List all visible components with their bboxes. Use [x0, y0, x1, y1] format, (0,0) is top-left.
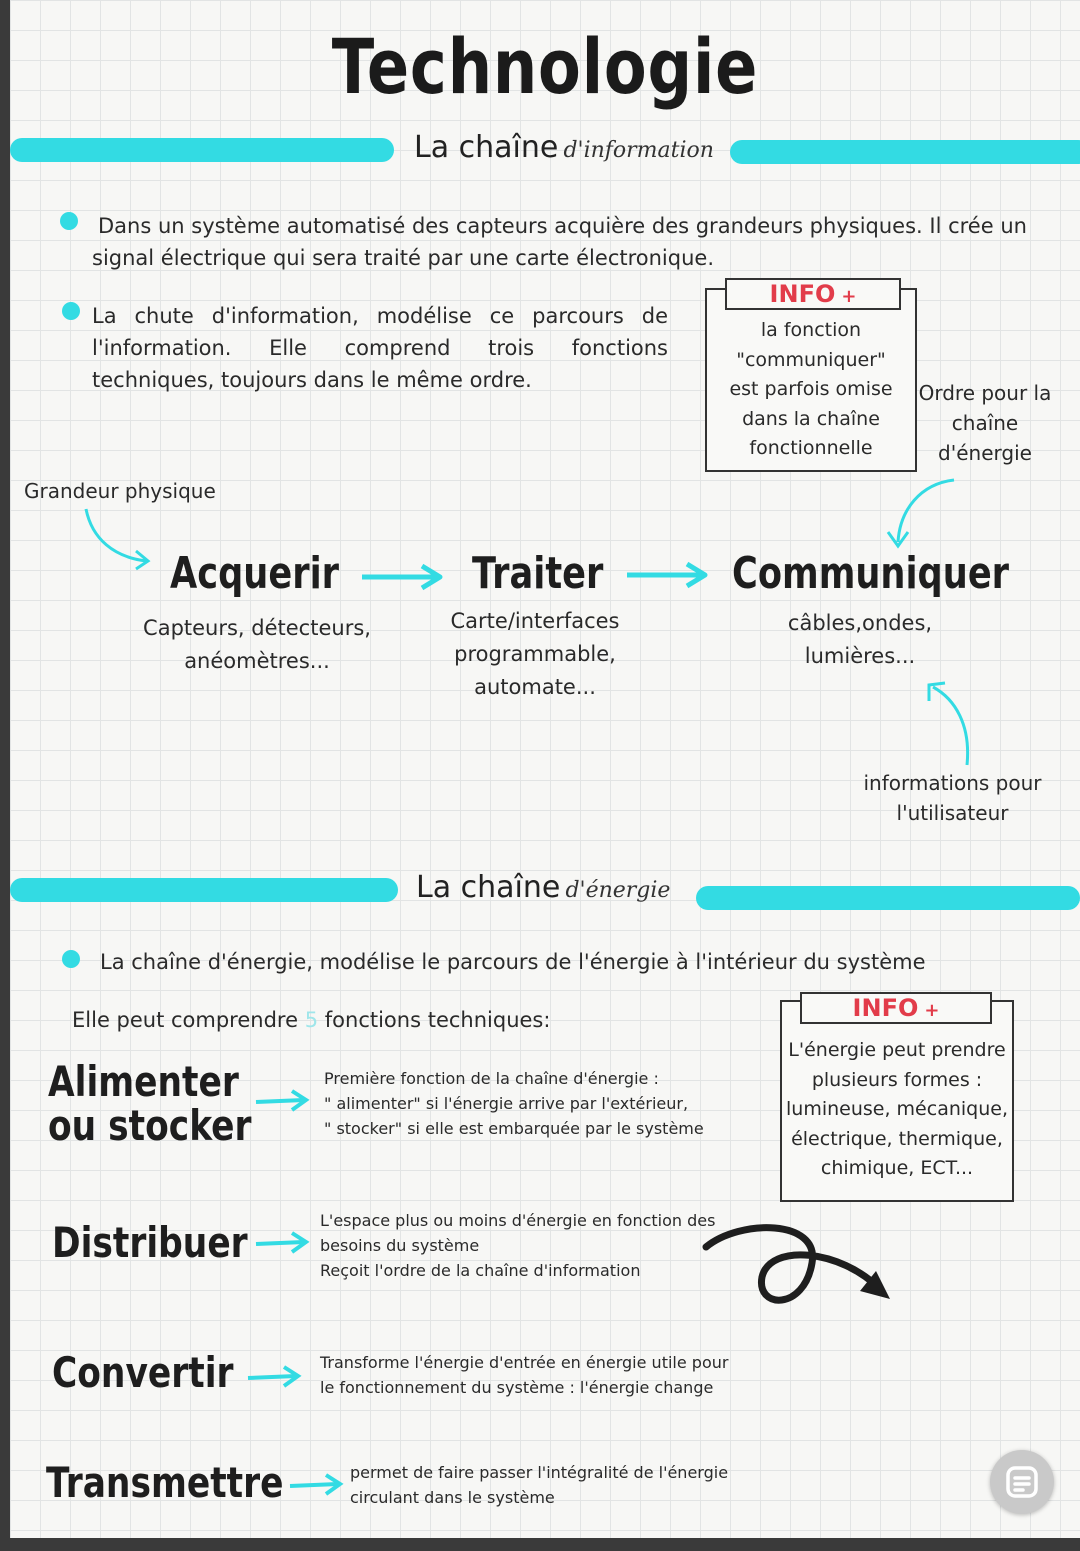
subtitle-plain: La chaîne — [416, 870, 561, 905]
traiter-details — [390, 605, 680, 704]
summary-fab-button[interactable] — [990, 1450, 1054, 1514]
side-note-line: chaîne — [951, 411, 1019, 435]
info-tag — [800, 992, 992, 1024]
subtitle-plain: La chaîne — [414, 130, 559, 165]
detail-line: Capteurs, détecteurs, — [143, 616, 371, 640]
section-subtitle-information — [414, 130, 714, 165]
highlight-bar-left — [10, 138, 394, 162]
subtitle-script: d'information — [563, 138, 714, 163]
curved-arrow-icon — [80, 505, 160, 575]
info-tag-label: INFO — [852, 994, 919, 1022]
side-note-energy-order — [915, 378, 1055, 468]
intro-paragraph-1: Dans un système automatisé des capteurs acquière des grandeurs physiques. Il crée un signal électrique qui sera traité par une carte électronique. — [92, 214, 1027, 270]
bullet-dot — [62, 302, 80, 320]
function-description — [324, 1066, 704, 1141]
highlight-bar-right — [696, 886, 1080, 910]
bullet-dot — [62, 950, 80, 968]
arrow-right-icon — [625, 560, 709, 590]
info-line: chimique, ECT... — [820, 1157, 974, 1179]
arrow-right-icon — [246, 1364, 302, 1390]
info-line: est parfois omise — [729, 378, 893, 400]
description-line: circulant dans le système — [350, 1488, 555, 1507]
intro-text: Elle peut comprendre — [72, 1008, 299, 1032]
user-info-note — [860, 768, 1045, 828]
description-line: Première fonction de la chaîne d'énergie : — [324, 1069, 659, 1088]
subtitle-script: d'énergie — [565, 878, 671, 903]
function-convertir: Convertir — [52, 1348, 234, 1397]
info-line: dans la chaîne — [742, 407, 880, 430]
page-title: Technologie — [331, 22, 759, 111]
side-note-line: d'énergie — [938, 441, 1032, 465]
info-line: "communiquer" — [736, 348, 886, 371]
info-line: électrique, thermique, — [791, 1127, 1003, 1150]
info-line: lumineuse, mécanique, — [786, 1098, 1008, 1120]
detail-line: programmable, automate... — [454, 642, 616, 699]
loop-arrow-icon — [700, 1215, 900, 1325]
intro-paragraph-2: La chute d'information, modélise ce parcours de l'information. Elle comprend trois fonctions techniques, toujours dans le même ordre. — [92, 304, 668, 392]
function-title-line: Alimenter — [48, 1057, 239, 1106]
info-tag — [725, 278, 901, 310]
info-tag-label: INFO — [769, 280, 836, 308]
detail-line: Carte/interfaces — [450, 609, 620, 633]
communiquer-details — [750, 607, 970, 673]
info-line: L'énergie peut prendre — [788, 1039, 1006, 1061]
curved-arrow-icon — [880, 470, 970, 560]
acquerir-details — [142, 612, 372, 678]
description-line: le fonctionnement du système : l'énergie change — [320, 1378, 714, 1397]
arrow-right-icon — [360, 562, 444, 592]
section-subtitle-energie — [416, 870, 670, 905]
grandeur-label: Grandeur physique — [24, 479, 216, 503]
function-traiter: Traiter — [472, 548, 604, 599]
note-line: l'utilisateur — [896, 801, 1009, 825]
bullet-dot — [60, 212, 78, 230]
detail-line: câbles,ondes, — [787, 611, 933, 635]
info-line: plusieurs formes : — [811, 1068, 983, 1091]
function-title-line: ou stocker — [48, 1101, 252, 1150]
energy-paragraph: La chaîne d'énergie, modélise le parcours de l'énergie à l'intérieur du système — [100, 950, 926, 974]
detail-line: anéomètres... — [184, 649, 330, 673]
note-line: informations pour — [863, 771, 1042, 795]
curved-arrow-icon — [915, 675, 985, 770]
intro-text: fonctions techniques: — [324, 1008, 551, 1032]
arrow-right-icon — [254, 1088, 310, 1114]
function-description — [320, 1208, 715, 1283]
description-line: Transforme l'énergie d'entrée en énergie utile pour — [320, 1353, 729, 1372]
function-acquerir: Acquerir — [170, 548, 340, 599]
arrow-right-icon — [288, 1472, 344, 1498]
plus-icon: + — [924, 1000, 940, 1021]
info-line: fonctionnelle — [749, 437, 873, 459]
plus-icon: + — [841, 286, 857, 307]
highlight-bar-right — [730, 140, 1080, 164]
function-distribuer: Distribuer — [52, 1218, 248, 1267]
detail-line: lumières... — [804, 644, 916, 668]
description-line: besoins du système — [320, 1236, 480, 1255]
info-line: la fonction — [760, 319, 862, 341]
function-alimenter-stocker — [48, 1057, 252, 1150]
function-communiquer: Communiquer — [732, 548, 1010, 599]
function-transmettre: Transmettre — [46, 1458, 284, 1507]
description-line: " stocker" si elle est embarquée par le système — [324, 1119, 704, 1138]
info-box-energie — [780, 1000, 1014, 1202]
note-sheet — [10, 0, 1080, 1538]
energy-intro — [72, 1004, 550, 1036]
intro-number: 5 — [304, 1008, 319, 1032]
side-note-line: Ordre pour la — [918, 381, 1052, 405]
highlight-bar-left — [10, 878, 398, 902]
info-box-communiquer — [705, 288, 917, 472]
description-line: permet de faire passer l'intégralité de l'énergie — [350, 1463, 729, 1482]
function-description — [350, 1460, 728, 1510]
description-line: " alimenter" si l'énergie arrive par l'extérieur, — [324, 1094, 689, 1113]
description-line: L'espace plus ou moins d'énergie en fonction des — [320, 1211, 716, 1230]
arrow-right-icon — [254, 1230, 310, 1256]
document-summary-icon — [990, 1450, 1054, 1514]
function-description — [320, 1350, 728, 1400]
description-line: Reçoit l'ordre de la chaîne d'information — [320, 1261, 641, 1280]
